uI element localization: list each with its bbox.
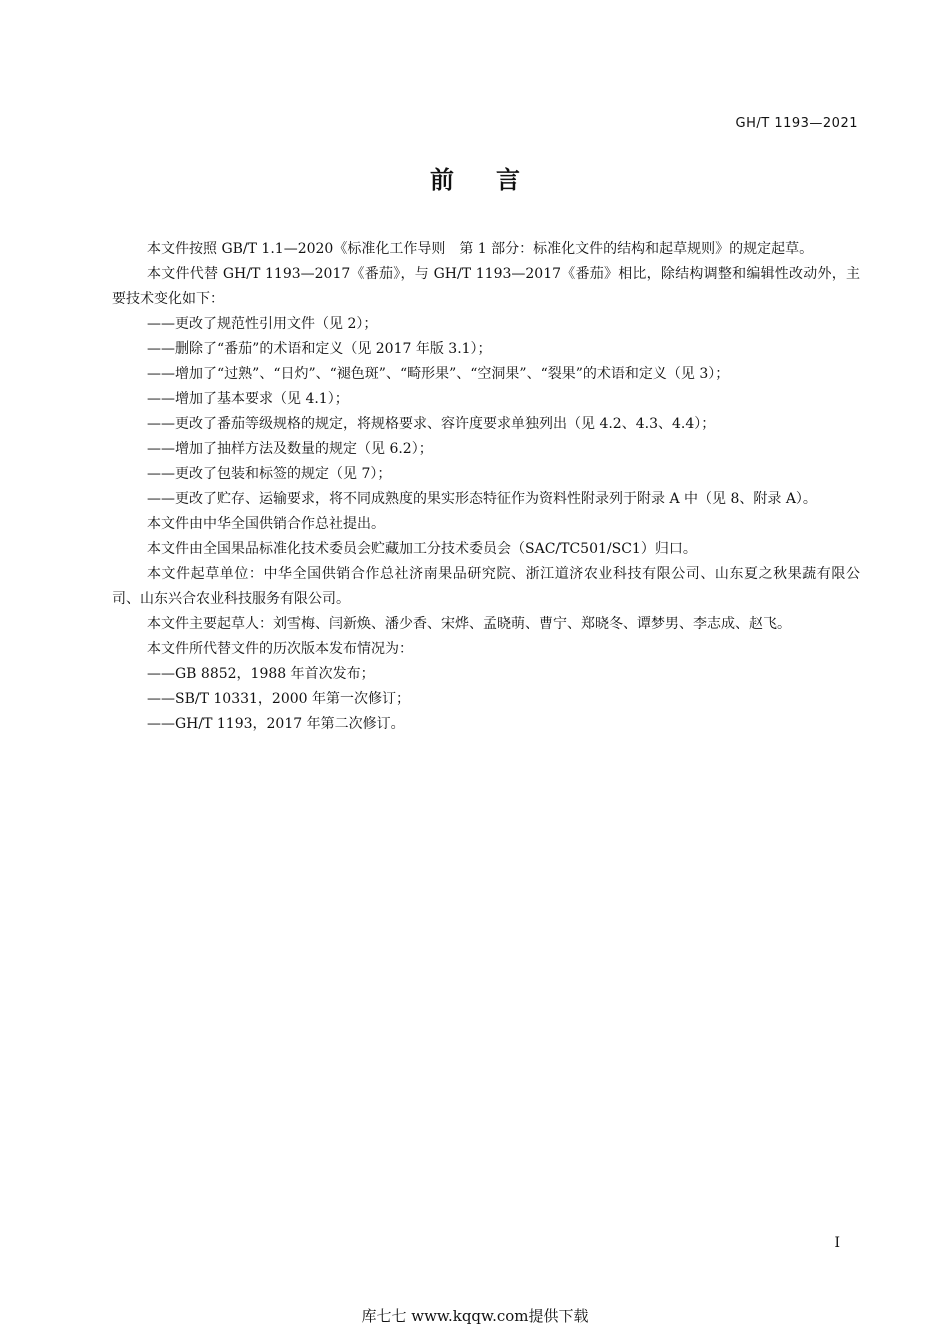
change-item: ——更改了番茄等级规格的规定，将规格要求、容许度要求单独列出（见 4.2、4.3、4.4）； xyxy=(147,416,716,432)
paragraph-drafting-rules: 本文件按照 GB/T 1.1—2020《标准化工作导则 第 1 部分：标准化文件的结构和起草规则》的规定起草。 xyxy=(147,241,814,257)
change-item: ——删除了“番茄”的术语和定义（见 2017 年版 3.1）； xyxy=(147,341,492,357)
change-item: ——增加了基本要求（见 4.1）； xyxy=(147,391,349,407)
change-item: ——增加了“过熟”、“日灼”、“褪色斑”、“畸形果”、“空洞果”、“裂果”的术语和定义（见 3）； xyxy=(147,366,730,382)
change-item: ——更改了包装和标签的规定（见 7）； xyxy=(147,466,392,482)
paragraph-history-intro: 本文件所代替文件的历次版本发布情况为： xyxy=(147,641,413,657)
history-item: ——GH/T 1193，2017 年第二次修订。 xyxy=(147,716,405,732)
page-number: I xyxy=(834,1235,840,1251)
paragraph-drafting-units: 本文件起草单位：中华全国供销合作总社济南果品研究院、浙江道济农业科技有限公司、山东夏之秋果蔬有限公司、山东兴合农业科技服务有限公司。 xyxy=(112,566,860,607)
document-code: GH/T 1193—2021 xyxy=(735,116,858,131)
paragraph-drafters: 本文件主要起草人：刘雪梅、闫新焕、潘少香、宋烨、孟晓萌、曹宁、郑晓冬、谭梦男、李志成、赵飞。 xyxy=(147,616,791,632)
paragraph-proposer: 本文件由中华全国供销合作总社提出。 xyxy=(147,516,385,532)
history-item: ——SB/T 10331，2000 年第一次修订； xyxy=(147,691,410,707)
document-body xyxy=(112,237,860,737)
change-item: ——增加了抽样方法及数量的规定（见 6.2）； xyxy=(147,441,433,457)
download-footer: 库七七 www.kqqw.com提供下载 xyxy=(361,1307,589,1325)
paragraph-committee: 本文件由全国果品标准化技术委员会贮藏加工分技术委员会（SAC/TC501/SC1）归口。 xyxy=(147,541,697,557)
change-item: ——更改了规范性引用文件（见 2）； xyxy=(147,316,378,332)
history-item: ——GB 8852，1988 年首次发布； xyxy=(147,666,375,682)
page-title: 前言 xyxy=(430,166,562,194)
change-item: ——更改了贮存、运输要求，将不同成熟度的果实形态特征作为资料性附录列于附录 A 中（见 8、附录 A）。 xyxy=(147,491,817,507)
paragraph-replacement: 本文件代替 GH/T 1193—2017《番茄》，与 GH/T 1193—2017《番茄》相比，除结构调整和编辑性改动外，主要技术变化如下： xyxy=(112,266,860,307)
